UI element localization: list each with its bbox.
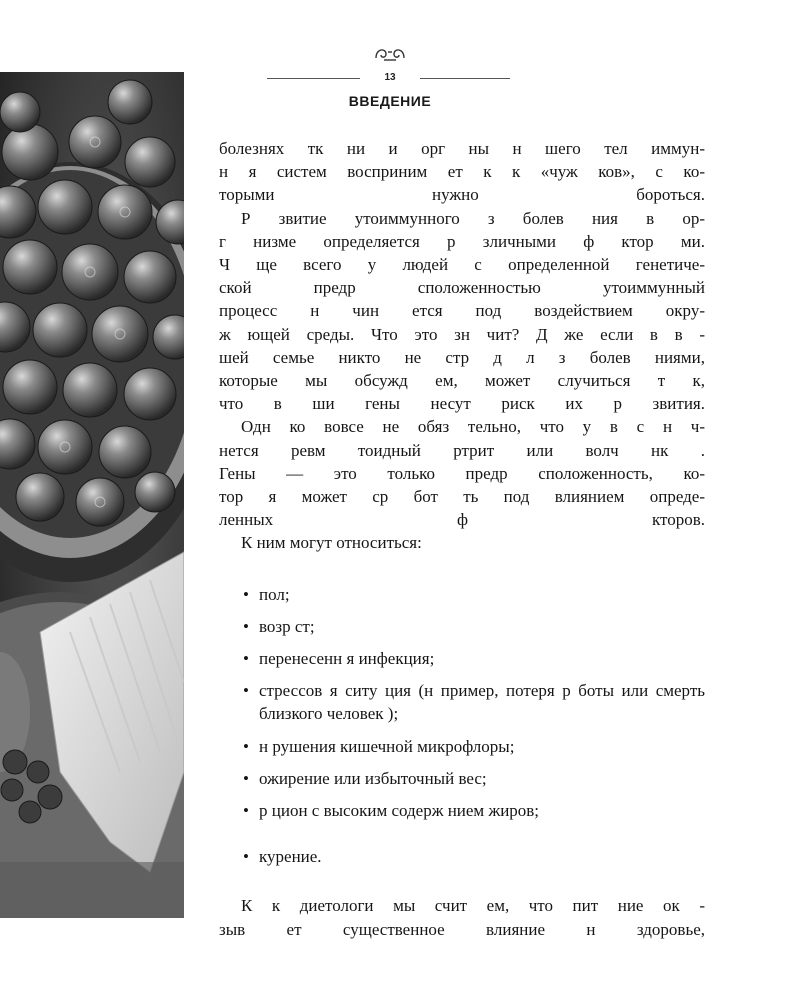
ornament-icon <box>370 44 410 64</box>
page-number: 13 <box>384 72 396 83</box>
text-line: г низме определяется р зличными ф ктор ми. <box>219 231 705 251</box>
risk-factor-list <box>219 583 705 869</box>
text-line: торыми нужно бороться. <box>219 185 705 205</box>
list-item: • возр ст; <box>219 615 705 638</box>
list-item: • перенесенн я инфекция; <box>219 647 705 670</box>
text-line: которые мы обсужд ем, может случиться т к, <box>219 371 705 391</box>
paragraph-closing <box>219 894 705 940</box>
text-line: н я систем восприним ет к к «чуж ков», с ко- <box>219 162 705 182</box>
food-photo <box>0 72 184 918</box>
food-photo-blueberries-fish-icon <box>0 72 184 918</box>
header-rule-right <box>420 78 510 79</box>
text-line: зыв ет существенное влияние н здоровье, <box>219 919 705 939</box>
paragraph-1 <box>219 137 705 207</box>
text-line: ленных ф кторов. <box>219 510 705 530</box>
text-line: Р звитие утоиммунного з болев ния в ор- <box>241 208 705 228</box>
list-item: • пол; <box>219 583 705 606</box>
text-line: шей семье никто не стр д л з болев ниями, <box>219 347 705 367</box>
paragraph-4: К ним могут относиться: <box>241 533 422 553</box>
text-line: нется ревм тоидный ртрит или волч нк . <box>219 440 705 460</box>
list-item: • стрессов я ситу ция (н пример, потеря р боты или смерть близкого человек ); <box>219 679 705 725</box>
header-rule-left <box>267 78 360 79</box>
list-item: • р цион с высоким содерж нием жиров; <box>219 799 705 822</box>
text-line: Гены — это только предр сположенность, ко- <box>219 463 705 483</box>
text-line: Ч ще всего у людей с определенной генетиче- <box>219 255 705 275</box>
list-item: • ожирение или избыточный вес; <box>219 767 705 790</box>
text-line: процесс н чин ется под воздействием окру- <box>219 301 705 321</box>
text-line: что в ши гены несут риск их р звития. <box>219 394 705 414</box>
text-line: Одн ко вовсе не обяз тельно, что у в с н ч- <box>241 417 705 437</box>
text-line: ской предр сположенностью утоиммунный <box>219 278 705 298</box>
text-line: К к диетологи мы счит ем, что пит ние ок - <box>241 896 705 916</box>
text-line: ж ющей среды. Что это зн чит? Д же если в в - <box>219 324 705 344</box>
list-item: • н рушения кишечной микрофлоры; <box>219 735 705 758</box>
section-title: ВВЕДЕНИЕ <box>348 93 432 109</box>
list-item: • курение. <box>219 845 705 868</box>
text-line: тор я может ср бот ть под влиянием опреде- <box>219 487 705 507</box>
running-header <box>0 0 800 120</box>
paragraph-2 <box>219 207 705 416</box>
paragraph-3 <box>219 415 705 531</box>
body-text <box>219 137 705 941</box>
text-line: болезнях тк ни и орг ны н шего тел иммун- <box>219 139 705 158</box>
